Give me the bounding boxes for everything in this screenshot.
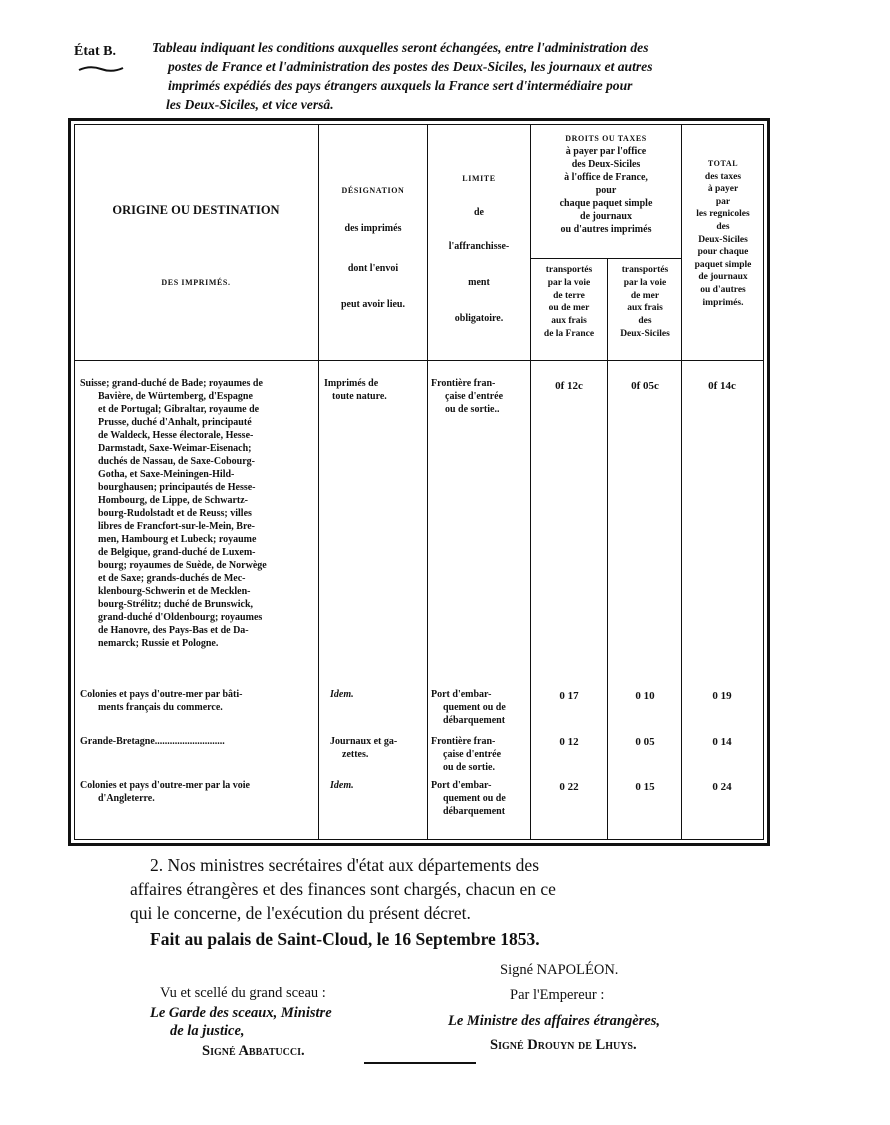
- table-row-mer: 0f 05c: [631, 380, 659, 392]
- origin-line: Colonies et pays d'outre-mer par bâti-: [80, 689, 243, 700]
- table-row-terre: 0 17: [559, 690, 579, 702]
- garde-sceaux-line: Le Garde des sceaux, Ministre: [150, 1005, 332, 1021]
- header-mer-line: Deux-Siciles: [620, 328, 670, 339]
- header-total-line: des: [716, 221, 730, 232]
- header-terre-line: ou de mer: [548, 303, 590, 314]
- limite-line: çaise d'entrée: [443, 749, 502, 760]
- column-rule: [318, 124, 319, 840]
- origin-line: ments français du commerce.: [98, 702, 223, 713]
- subheader-rule: [530, 258, 681, 259]
- table-row-total: 0 19: [712, 690, 732, 702]
- closing-rule: [364, 1062, 476, 1064]
- header-total-line: TOTAL: [707, 159, 739, 168]
- origin-line: Suisse; grand-duché de Bade; royaumes de: [80, 378, 263, 389]
- table-row-designation: [330, 735, 426, 761]
- header-droits-line: pour: [595, 185, 617, 196]
- table-row-total: 0 14: [712, 736, 732, 748]
- table-row-origin: [80, 779, 314, 805]
- designation-line: Imprimés de: [324, 378, 379, 389]
- limite-line: Frontière fran-: [431, 378, 496, 389]
- heading-line: postes de France et l'administration des postes des Deux-Siciles, les journaux et autres: [168, 59, 653, 74]
- header-terre-line: transportés: [545, 265, 593, 275]
- origin-line: duchés de Nassau, de Saxe-Cobourg-: [98, 456, 255, 467]
- table-row-limite: [431, 779, 529, 818]
- origin-line: de Waldeck, Hesse électorale, Hesse-: [98, 430, 254, 441]
- table-row-total: 0f 14c: [708, 380, 736, 392]
- table-row-origin: Grande-Bretagne............................: [80, 736, 225, 747]
- header-total-line: pour chaque: [697, 247, 749, 258]
- origin-line: Gotha, et Saxe-Meiningen-Hild-: [98, 469, 235, 480]
- origin-line: et de Portugal; Gibraltar, royaume de: [98, 404, 260, 415]
- limite-line: quement ou de: [443, 793, 506, 804]
- par-empereur-line: Par l'Empereur :: [510, 987, 605, 1003]
- article-line: qui le concerne, de l'exécution du présent décret.: [130, 903, 471, 923]
- decorative-swash: [78, 64, 124, 74]
- header-total-line: Deux-Siciles: [698, 234, 748, 245]
- column-rule: [427, 124, 428, 840]
- origin-line: Bavière, de Würtemberg, d'Espagne: [98, 391, 253, 402]
- column-rule: [607, 258, 608, 840]
- header-droits-line: des Deux-Siciles: [571, 159, 641, 170]
- designation-line: toute nature.: [332, 391, 387, 402]
- limite-line: ou de sortie.: [443, 762, 495, 773]
- header-mer-line: des: [638, 316, 652, 327]
- header-total-line: ou d'autres: [700, 284, 746, 295]
- header-droits-line: à l'office de France,: [564, 172, 648, 183]
- header-droits-line: à payer par l'office: [565, 146, 647, 157]
- header-mer-line: transportés: [621, 265, 669, 275]
- table-row-origin: [80, 688, 314, 714]
- designation-line: zettes.: [342, 749, 369, 760]
- table-row-terre: 0 12: [559, 736, 579, 748]
- origin-line: bourghausen; principautés de Hesse-: [98, 482, 256, 493]
- header-total: [683, 158, 763, 309]
- origin-line: de Belgique, grand-duché de Luxem-: [98, 547, 256, 558]
- origin-line: grand-duché d'Oldenbourg; royaumes: [98, 612, 263, 623]
- header-mer-line: de mer: [630, 290, 660, 301]
- header-total-line: paquet simple: [694, 259, 752, 270]
- origin-line: d'Angleterre.: [98, 793, 155, 804]
- heading-line: Tableau indiquant les conditions auxquelles seront échangées, entre l'administration des: [152, 40, 649, 55]
- table-row-terre: 0 22: [559, 781, 579, 793]
- signature-drouyn: [490, 1035, 637, 1055]
- heading-line: imprimés expédiés des pays étrangers auxquels la France sert d'intermédiaire pour: [168, 78, 633, 93]
- article-line: 2. Nos ministres secrétaires d'état aux départements des: [150, 855, 539, 875]
- header-droits-line: de journaux: [580, 211, 632, 222]
- etat-label: État B.: [74, 44, 116, 59]
- header-terre-line: de terre: [553, 290, 585, 301]
- header-mer-line: aux frais: [627, 303, 663, 314]
- header-mer: [609, 264, 681, 341]
- limite-line: Port d'embar-: [431, 780, 492, 791]
- header-terre-line: aux frais: [551, 316, 587, 327]
- table-row-mer: 0 10: [635, 690, 655, 702]
- signature-drouyn-text: Signé Drouyn de Lhuys.: [490, 1037, 637, 1053]
- limite-line: débarquement: [443, 715, 506, 726]
- header-limite: LIMITE: [462, 174, 496, 183]
- limite-line: Port d'embar-: [431, 689, 492, 700]
- header-origin-title: ORIGINE OU DESTINATION: [112, 203, 280, 217]
- limite-line: ou de sortie..: [445, 404, 500, 415]
- header-limite: ment: [468, 277, 490, 288]
- origin-line: nemarck; Russie et Pologne.: [98, 638, 219, 649]
- origin-line: bourg; royaumes de Suède, de Norwège: [98, 560, 267, 571]
- origin-line: de Hanovre, des Pays-Bas et de Da-: [98, 625, 249, 636]
- limite-line: Frontière fran-: [431, 736, 496, 747]
- header-limite: obligatoire.: [454, 313, 504, 324]
- header-rule: [74, 360, 764, 361]
- header-designation: dont l'envoi: [347, 263, 399, 274]
- heading-line: les Deux-Siciles, et vice versâ.: [166, 97, 334, 112]
- article-line: affaires étrangères et des finances sont chargés, chacun en ce: [130, 879, 556, 899]
- origin-line: Prusse, duché d'Anhalt, principauté: [98, 417, 252, 428]
- signature-napoleon: Signé NAPOLÉON.: [500, 962, 619, 978]
- header-droits: [532, 132, 680, 236]
- table-row-limite: [431, 735, 529, 774]
- limite-line: çaise d'entrée: [445, 391, 504, 402]
- header-droits-line: chaque paquet simple: [559, 198, 653, 209]
- column-rule: [530, 124, 531, 840]
- limite-line: quement ou de: [443, 702, 506, 713]
- designation-line: Journaux et ga-: [330, 736, 398, 747]
- table-row-designation: [324, 377, 424, 403]
- seal-line: Vu et scellé du grand sceau :: [160, 985, 326, 1001]
- origin-line: klenbourg-Schwerin et de Mecklen-: [98, 586, 251, 597]
- signature-abbatucci-text: Signé Abbatucci.: [202, 1043, 305, 1059]
- table-row-origin: [80, 377, 314, 650]
- table-row-mer: 0 15: [635, 781, 655, 793]
- table-row-total: 0 24: [712, 781, 732, 793]
- origin-line: Darmstadt, Saxe-Weimar-Eisenach;: [98, 443, 252, 454]
- origin-line: Hombourg, de Lippe, de Schwartz-: [98, 495, 248, 506]
- origin-line: men, Hambourg et Lubeck; royaume: [98, 534, 257, 545]
- table-row-terre: 0f 12c: [555, 380, 583, 392]
- table-row-mer: 0 05: [635, 736, 655, 748]
- header-limite: de: [474, 207, 484, 218]
- header-terre-line: par la voie: [547, 277, 591, 288]
- header-droits-line: ou d'autres imprimés: [560, 224, 652, 235]
- header-designation: peut avoir lieu.: [341, 299, 405, 310]
- header-designation: des imprimés: [344, 223, 402, 234]
- origin-line: bourg-Rudolstadt et de Reuss; villes: [98, 508, 252, 519]
- origin-line: et de Saxe; grands-duchés de Mec-: [98, 573, 246, 584]
- limite-line: débarquement: [443, 806, 506, 817]
- table-row-limite: [431, 377, 529, 416]
- signature-abbatucci: [202, 1041, 305, 1061]
- origin-line: bourg-Strélitz; duché de Brunswick,: [98, 599, 253, 610]
- header-total-line: imprimés.: [702, 297, 744, 308]
- header-droits-line: DROITS OU TAXES: [565, 134, 647, 143]
- header-terre-line: de la France: [543, 328, 595, 339]
- table-row-designation: Idem.: [330, 689, 354, 700]
- origin-line: libres de Francfort-sur-le-Mein, Bre-: [98, 521, 255, 532]
- header-total-line: des taxes: [704, 171, 742, 182]
- header-total-line: par: [715, 196, 731, 207]
- header-total-line: les regnicoles: [696, 209, 750, 220]
- fait-line: Fait au palais de Saint-Cloud, le 16 Septembre 1853.: [150, 929, 540, 949]
- origin-line: Colonies et pays d'outre-mer par la voie: [80, 780, 250, 791]
- header-total-line: à payer: [707, 184, 739, 195]
- header-total-line: de journaux: [698, 272, 748, 283]
- table-row-limite: [431, 688, 529, 727]
- header-origin-sub: DES IMPRIMÉS.: [161, 278, 231, 287]
- header-limite: l'affranchisse-: [448, 241, 510, 252]
- header-mer-line: par la voie: [623, 277, 667, 288]
- header-designation: DÉSIGNATION: [341, 186, 405, 195]
- table-heading: [152, 38, 780, 114]
- column-rule: [681, 124, 682, 840]
- ministre-justice-line: de la justice,: [170, 1023, 245, 1039]
- header-terre: [532, 264, 606, 341]
- table-row-designation: Idem.: [330, 780, 354, 791]
- ministre-affaires-line: Le Ministre des affaires étrangères,: [448, 1013, 660, 1029]
